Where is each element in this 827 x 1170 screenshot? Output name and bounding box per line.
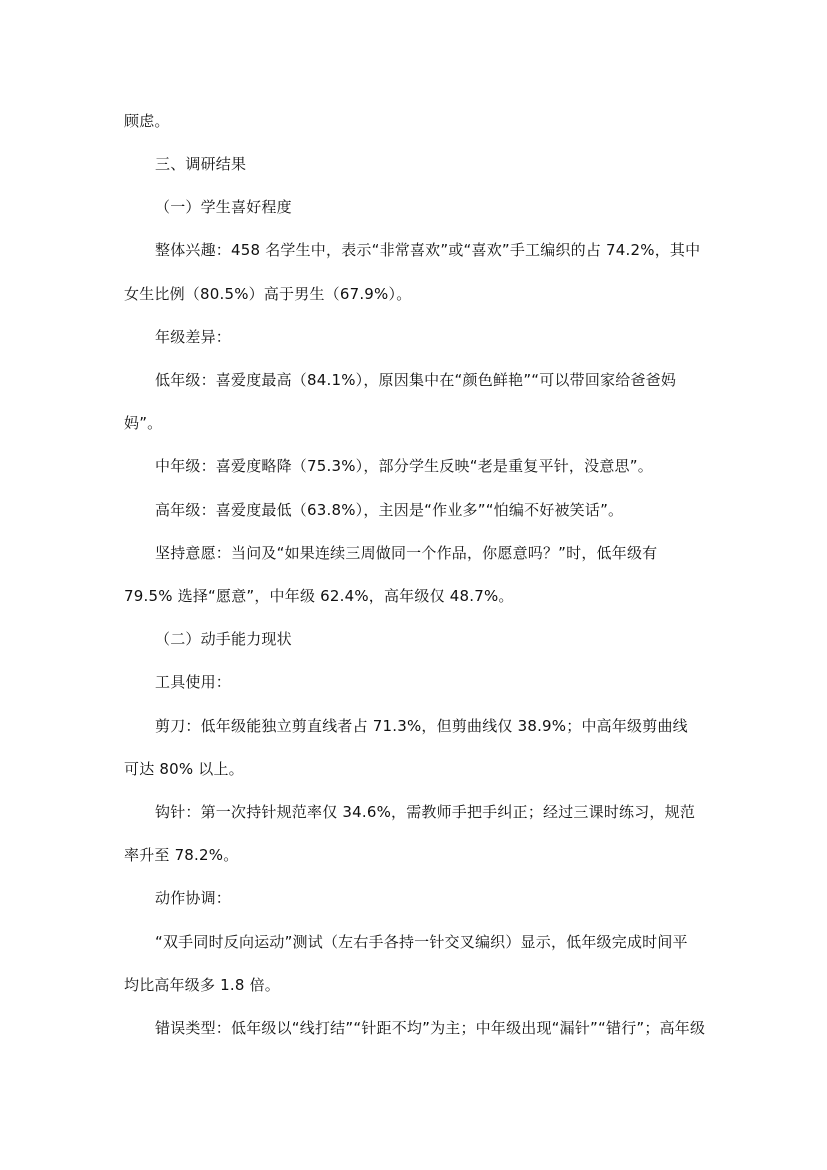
- text-line: 钩针：第一次持针规范率仅 34.6%，需教师手把手纠正；经过三课时练习，规范: [155, 803, 696, 821]
- text-line: 79.5% 选择“愿意”，中年级 62.4%，高年级仅 48.7%。: [124, 587, 514, 605]
- text-line: 错误类型：低年级以“线打结”“针距不均”为主；中年级出现“漏针”“错行”；高年级: [155, 1019, 706, 1037]
- subsection-heading: （二）动手能力现状: [155, 630, 292, 648]
- text-line: 整体兴趣：458 名学生中，表示“非常喜欢”或“喜欢”手工编织的占 74.2%，其中: [155, 241, 701, 259]
- text-line: 动作协调：: [155, 889, 232, 907]
- text-line: 均比高年级多 1.8 倍。: [124, 976, 280, 994]
- section-heading: 三、调研结果: [155, 155, 247, 173]
- text-line: 女生比例（80.5%）高于男生（67.9%）。: [124, 285, 412, 303]
- text-line: 坚持意愿：当问及“如果连续三周做同一个作品，你愿意吗？”时，低年级有: [155, 544, 658, 562]
- subsection-heading: （一）学生喜好程度: [155, 198, 292, 216]
- text-line: 高年级：喜爱度最低（63.8%），主因是“作业多”“怕编不好被笑话”。: [155, 501, 624, 519]
- text-line: 可达 80% 以上。: [124, 760, 244, 778]
- text-line: 妈”。: [124, 414, 163, 432]
- text-line: 低年级：喜爱度最高（84.1%），原因集中在“颜色鲜艳”“可以带回家给爸爸妈: [155, 371, 677, 389]
- text-line: 率升至 78.2%。: [124, 846, 239, 864]
- text-line: 剪刀：低年级能独立剪直线者占 71.3%，但剪曲线仅 38.9%；中高年级剪曲线: [155, 717, 688, 735]
- text-line: “双手同时反向运动”测试（左右手各持一针交叉编织）显示，低年级完成时间平: [155, 933, 688, 951]
- text-line: 年级差异：: [155, 328, 232, 346]
- text-line: 顾虑。: [124, 112, 170, 130]
- text-line: 工具使用：: [155, 673, 232, 691]
- text-line: 中年级：喜爱度略降（75.3%），部分学生反映“老是重复平针，没意思”。: [155, 457, 653, 475]
